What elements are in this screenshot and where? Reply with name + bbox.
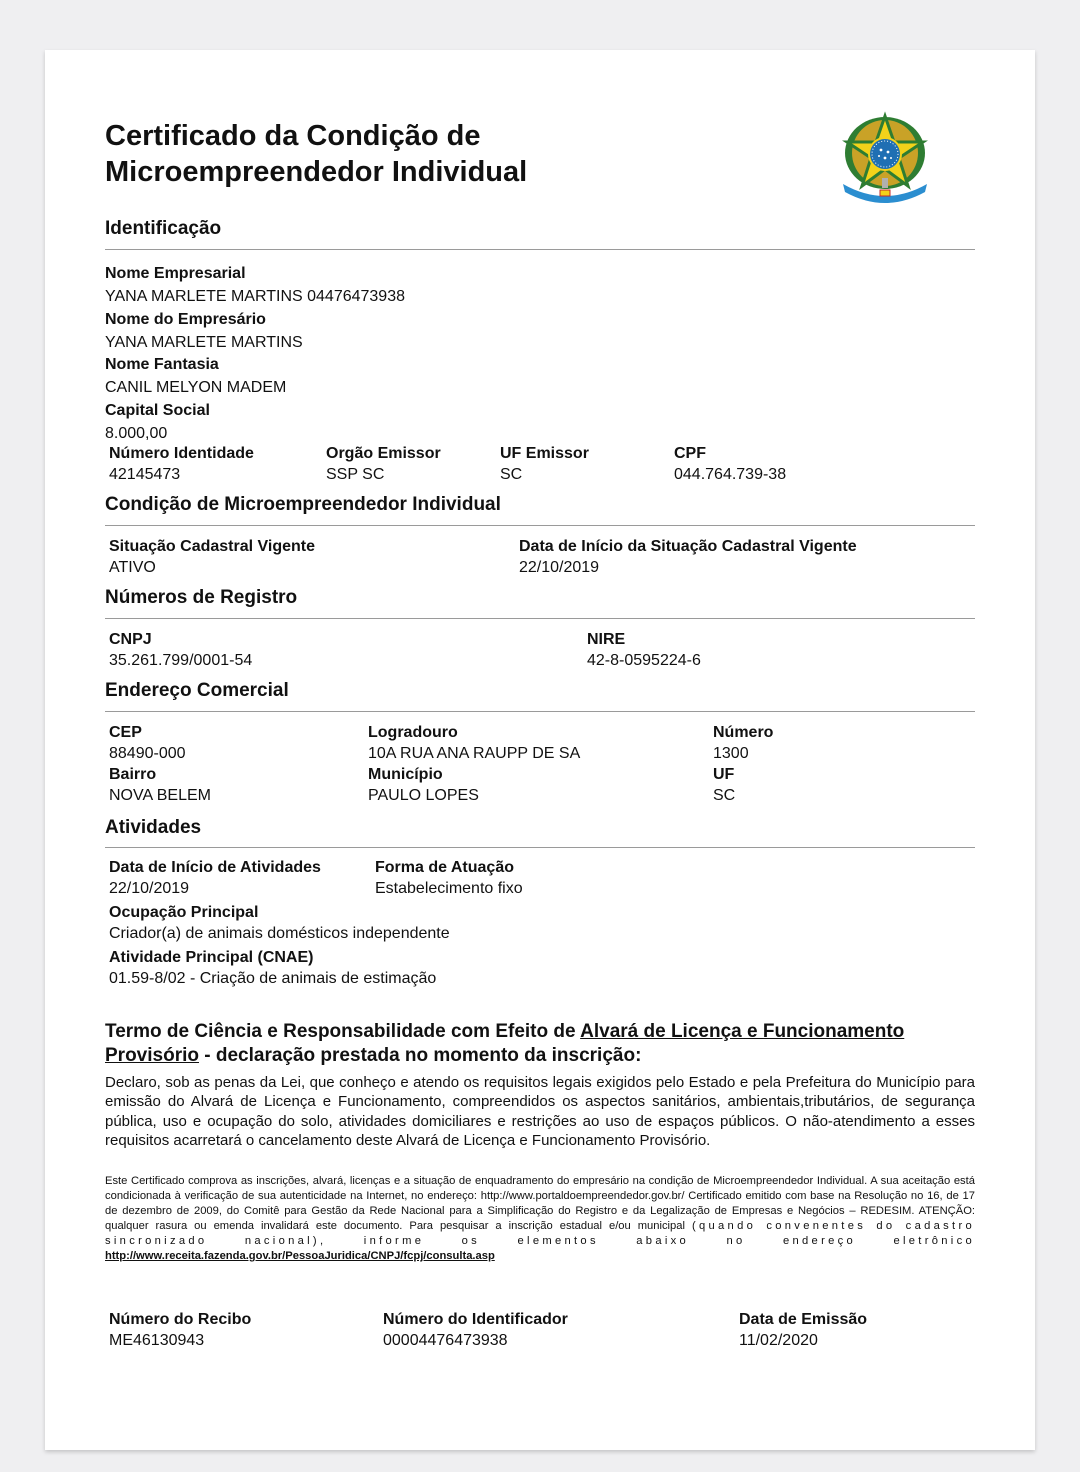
section-heading-registro: Números de Registro [105, 587, 298, 608]
nome-empresario-label: Nome do Empresário [105, 311, 266, 328]
uf-label: UF [713, 766, 735, 783]
nome-empresarial-value: YANA MARLETE MARTINS 04476473938 [105, 288, 405, 305]
section-divider [105, 711, 975, 712]
numero-recibo-label: Número do Recibo [109, 1311, 252, 1328]
alvara-underlined-text: Alvará de Licença e Funcionamento [580, 1021, 905, 1042]
uf-emissor-label: UF Emissor [500, 445, 589, 462]
nire-label: NIRE [587, 631, 626, 648]
title-line-2: Microempreendedor Individual [105, 156, 528, 188]
cep-label: CEP [109, 724, 142, 741]
section-divider [105, 249, 975, 250]
uf-value: SC [713, 787, 736, 804]
cnae-value: 01.59-8/02 - Criação de animais de estimação [109, 970, 437, 987]
cpf-label: CPF [674, 445, 706, 462]
numero-identificador-label: Número do Identificador [383, 1311, 568, 1328]
section-divider [105, 525, 975, 526]
data-emissao-label: Data de Emissão [739, 1311, 868, 1328]
municipio-value: PAULO LOPES [368, 787, 479, 804]
section-heading-atividades: Atividades [105, 817, 202, 838]
nome-empresario-value: YANA MARLETE MARTINS [105, 334, 303, 351]
section-divider [105, 847, 975, 848]
provisorio-underlined-text: Provisório [105, 1045, 199, 1066]
cnpj-label: CNPJ [109, 631, 152, 648]
data-emissao-value: 11/02/2020 [739, 1332, 818, 1349]
receita-consulta-link[interactable]: http://www.receita.fazenda.gov.br/PessoaJuridica/CNPJ/fcpj/consulta.asp [105, 1250, 495, 1262]
title-line-1: Certificado da Condição de [105, 120, 481, 152]
numero-identificador-value: 00004476473938 [383, 1332, 508, 1349]
situacao-cadastral-value: ATIVO [109, 559, 156, 576]
capital-social-label: Capital Social [105, 402, 210, 419]
numero-label: Número [713, 724, 774, 741]
data-inicio-atividades-label: Data de Início de Atividades [109, 859, 321, 876]
section-heading-condicao: Condição de Microempreendedor Individual [105, 494, 501, 515]
notice-spaced-text: (quando convenentes do cadastro sincronizado nacional), informe os elementos abaixo no endereço eletrônico [105, 1220, 975, 1247]
certificate-page [45, 50, 1035, 1450]
capital-social-value: 8.000,00 [105, 425, 168, 442]
termo-paragraph: Declaro, sob as penas da Lei, que conheço e atendo os requisitos legais exigidos pelo Estado e pela Prefeitura do Município para emissão do Alvará de Licença e Funcionamento, compreendidos os aspectos sanitários, ambientais,tributários, de segurança pública, uso e ocupação do solo, atividades domiciliares e restrições ao uso de espaços públicos. O não-atendimento a esses requisitos acarretará o cancelamento deste Alvará de Licença e Funcionamento Provisório. [105, 1074, 975, 1149]
section-heading-endereco: Endereço Comercial [105, 680, 289, 701]
situacao-cadastral-label: Situação Cadastral Vigente [109, 538, 315, 555]
nome-fantasia-label: Nome Fantasia [105, 356, 219, 373]
forma-atuacao-value: Estabelecimento fixo [375, 880, 523, 897]
orgao-emissor-label: Orgão Emissor [326, 445, 441, 462]
notice-text: Este Certificado comprova as inscrições, alvará, licenças e a situação de enquadramento do empresário na condição de Microempreendedor Individual. A sua aceitação está condicionada à verificação de sua autenticidade na Internet, no endereço: http://www.portaldoempreendedor.gov.br/ Certificado emitido com base na Resolução no 16, de 17 de dezembro de 2009, do Comitê para Gestão da Rede Nacional para a Simplificação do Registro e da Legalização de Empresas e Negócios – REDESIM. ATENÇÃO: qualquer rasura ou emenda invalidará este documento. Para pesquisar a inscrição estadual e/ou municipal [105, 1175, 975, 1232]
nome-fantasia-value: CANIL MELYON MADEM [105, 379, 287, 396]
brazil-coat-of-arms-icon [835, 108, 935, 208]
section-divider [105, 618, 975, 619]
orgao-emissor-value: SSP SC [326, 466, 385, 483]
cnae-label: Atividade Principal (CNAE) [109, 949, 314, 966]
termo-heading [105, 1020, 975, 1068]
data-inicio-situacao-value: 22/10/2019 [519, 559, 600, 576]
numero-identidade-label: Número Identidade [109, 445, 254, 462]
termo-heading-suffix: - declaração prestada no momento da inscrição: [198, 1045, 642, 1066]
termo-heading-text: Termo de Ciência e Responsabilidade com Efeito de [105, 1021, 581, 1042]
bairro-value: NOVA BELEM [109, 787, 211, 804]
cpf-value: 044.764.739-38 [674, 466, 787, 483]
numero-identidade-value: 42145473 [109, 466, 181, 483]
logradouro-value: 10A RUA ANA RAUPP DE SA [368, 745, 581, 762]
data-inicio-situacao-label: Data de Início da Situação Cadastral Vigente [519, 538, 857, 555]
cep-value: 88490-000 [109, 745, 186, 762]
document-title [105, 118, 605, 190]
data-inicio-atividades-value: 22/10/2019 [109, 880, 190, 897]
logradouro-label: Logradouro [368, 724, 458, 741]
certificate-notice [105, 1174, 975, 1264]
ocupacao-principal-value: Criador(a) de animais domésticos independente [109, 925, 450, 942]
ocupacao-principal-label: Ocupação Principal [109, 904, 259, 921]
cnpj-value: 35.261.799/0001-54 [109, 652, 253, 669]
nire-value: 42-8-0595224-6 [587, 652, 701, 669]
forma-atuacao-label: Forma de Atuação [375, 859, 514, 876]
uf-emissor-value: SC [500, 466, 523, 483]
bairro-label: Bairro [109, 766, 157, 783]
municipio-label: Município [368, 766, 443, 783]
numero-value: 1300 [713, 745, 749, 762]
nome-empresarial-label: Nome Empresarial [105, 265, 246, 282]
section-heading-identificacao: Identificação [105, 218, 222, 239]
numero-recibo-value: ME46130943 [109, 1332, 205, 1349]
